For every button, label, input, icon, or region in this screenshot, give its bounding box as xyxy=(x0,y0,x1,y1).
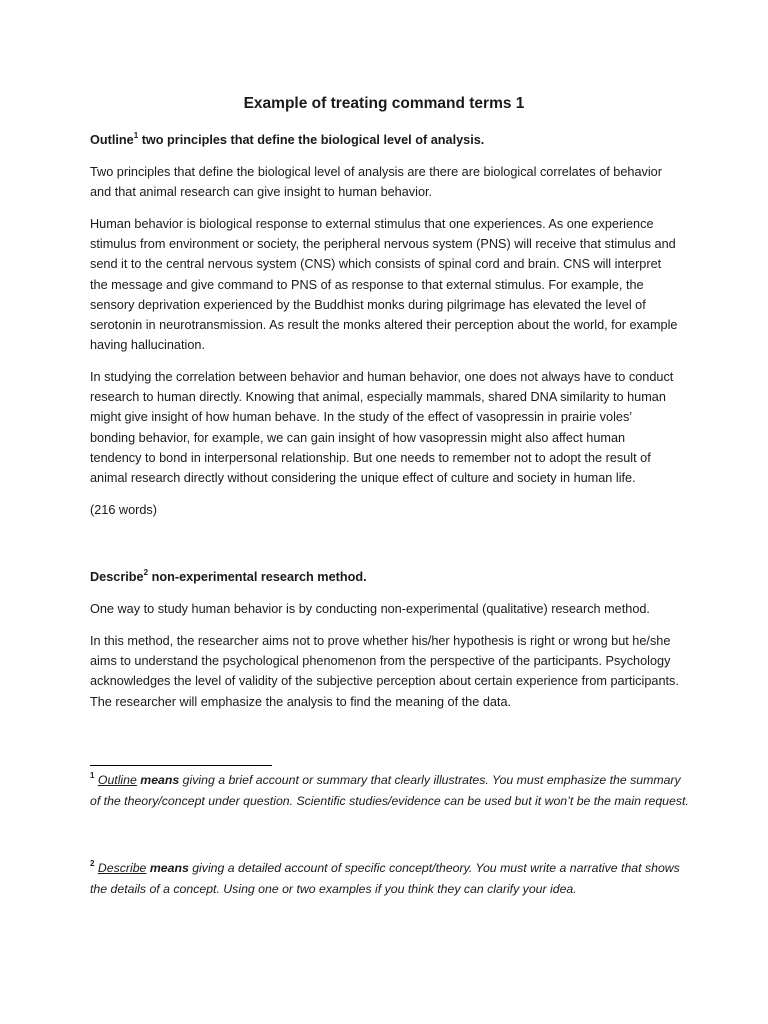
footnote-1-term: Outline xyxy=(97,773,137,787)
question-1-text: two principles that define the biological level of analysis. xyxy=(141,133,485,147)
footnote-2-number: 2 xyxy=(90,859,95,868)
footnote-1 xyxy=(90,770,690,811)
command-term-2: Describe xyxy=(90,570,144,584)
word-count: (216 words) xyxy=(90,503,157,517)
footnote-ref-1: 1 xyxy=(133,131,139,140)
question-1 xyxy=(90,130,680,150)
footnote-1-means: means xyxy=(140,773,180,787)
page-title: Example of treating command terms 1 xyxy=(243,95,525,112)
footnote-1-number: 1 xyxy=(90,771,95,780)
question-2 xyxy=(90,567,680,587)
answer-2-paragraph-2: In this method, the researcher aims not to prove whether his/her hypothesis is right or wrong but he/she aims to understand the psychological phenomenon from the perspective of the participants. Psychology acknowledges the level of validity of the subjective perception about certain experience from participants. The researcher will emphasize the analysis to find the meaning of the data. xyxy=(90,634,679,709)
answer-2-paragraph-1: One way to study human behavior is by conducting non-experimental (qualitative) research method. xyxy=(90,602,650,616)
footnote-1-text: giving a brief account or summary that clearly illustrates. You must emphasize the summary of the theory/concept under question. Scientific studies/evidence can be used but it won’t be the main request. xyxy=(90,773,689,808)
footnote-ref-2: 2 xyxy=(143,568,149,577)
question-2-text: non-experimental research method. xyxy=(151,570,367,584)
footnote-2-means: means xyxy=(149,861,189,875)
footnote-separator xyxy=(90,765,272,766)
footnote-2-text: giving a detailed account of specific concept/theory. You must write a narrative that shows the details of a concept. Using one or two examples if you think they can clarify your idea. xyxy=(90,861,680,896)
answer-1-paragraph-1: Two principles that define the biological level of analysis are there are biological correlates of behavior and that animal research can give insight to human behavior. xyxy=(90,165,662,200)
footnote-2 xyxy=(90,858,690,899)
footnote-2-term: Describe xyxy=(97,861,147,875)
command-term-1: Outline xyxy=(90,133,134,147)
answer-1-paragraph-3: In studying the correlation between behavior and human behavior, one does not always have to conduct research to human directly. Knowing that animal, especially mammals, shared DNA similarity to human might give insight of how human behave. In the study of the effect of vasopressin in prairie voles’ bonding behavior, for example, we can gain insight of how vasopressin might also affect human tendency to bond in interpersonal relationship. But one needs to remember not to adopt the result of animal research directly without considering the unique effect of culture and society in human life. xyxy=(90,370,674,486)
answer-1-paragraph-2: Human behavior is biological response to external stimulus that one experiences. As one experience stimulus from environment or society, the peripheral nervous system (PNS) will receive that stimulus and send it to the central nervous system (CNS) which consists of spinal cord and brain. CNS will interpret the message and give command to PNS of as response to that external stimulus. For example, the sensory deprivation experienced by the Buddhist monks during pilgrimage has elevated the level of serotonin in neurotransmission. As result the monks altered their perception about the world, for example having hallucination. xyxy=(90,217,678,353)
